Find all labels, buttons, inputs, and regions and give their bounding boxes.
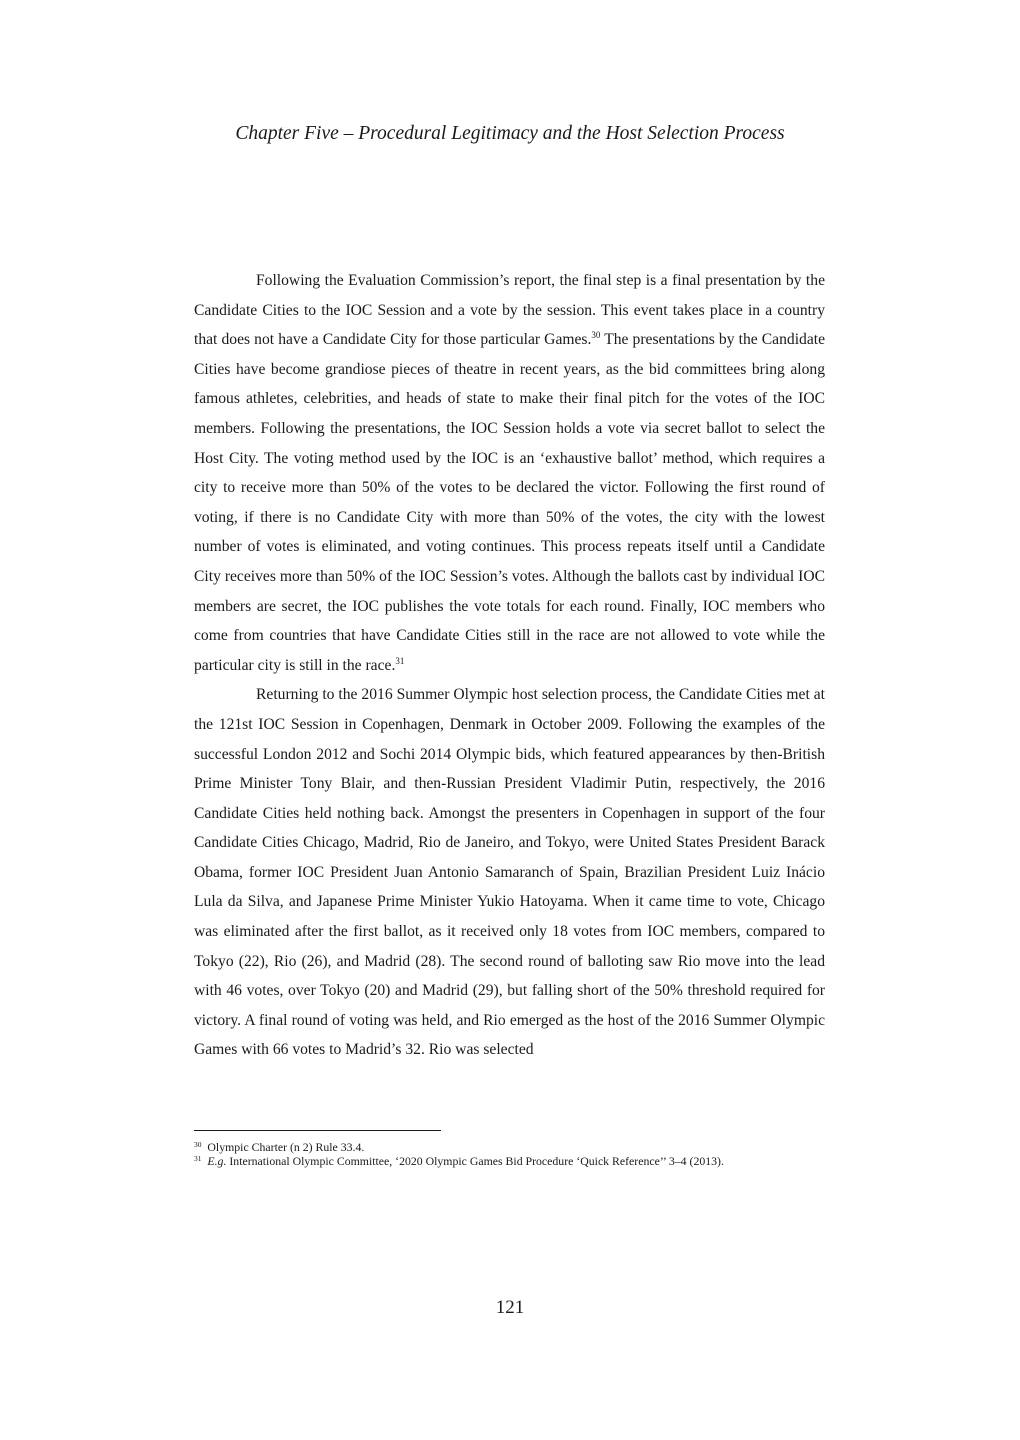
paragraph-2: Returning to the 2016 Summer Olympic host selection process, the Candidate Cities met at the 121st IOC Session in Copenhagen, Denmark in October 2009. Following the examples of the successful London 2012 and Sochi 2014 Olympic bids, which featured appearances by then-British Prime Minister Tony Blair, and then-Russian President Vladimir Putin, respectively, the 2016 Candidate Cities held nothing back. Amongst the presenters in Copenhagen in support of the four Candidate Cities Chicago, Madrid, Rio de Janeiro, and Tokyo, were United States President Barack Obama, former IOC President Juan Antonio Samaranch of Spain, Brazilian President Luiz Inácio Lula da Silva, and Japanese Prime Minister Yukio Hatoyama. When it came time to vote, Chicago was eliminated after the first ballot, as it received only 18 votes from IOC members, compared to Tokyo (22), Rio (26), and Madrid (28). The second round of balloting saw Rio move into the lead with 46 votes, over Tokyo (20) and Madrid (29), but falling short of the 50% threshold required for victory. A final round of voting was held, and Rio emerged as the host of the 2016 Summer Olympic Games with 66 votes to Madrid’s 32. Rio was selected xyxy=(194,686,825,1059)
paragraph-1-part-b: The presentations by the Candidate Cities have become grandiose pieces of theatre in recent years, as the bid committees bring along famous athletes, celebrities, and heads of state to make their final pitch for the votes of the IOC members. Following the presentations, the IOC Session holds a vote via secret ballot to select the Host City. The voting method used by the IOC is an ‘exhaustive ballot’ method, which requires a city to receive more than 50% of the votes to be declared the victor. Following the first round of voting, if there is no Candidate City with more than 50% of the votes, the city with the lowest number of votes is eliminated, and voting continues. This process repeats itself until a Candidate City receives more than 50% of the IOC Session’s votes. Although the ballots cast by individual IOC members are secret, the IOC publishes the vote totals for each round. Finally, IOC members who come from countries that have Candidate Cities still in the race are not allowed to vote while the particular city is still in the race. xyxy=(194,331,825,674)
footnote-ref-30[interactable]: 30 xyxy=(591,330,601,341)
footnote-lead-italic: E.g. xyxy=(207,1154,227,1168)
footnote-text: International Olympic Committee, ‘2020 Olympic Games Bid Procedure ‘Quick Reference’’ 3–4 (2013). xyxy=(226,1154,724,1168)
footnote-divider xyxy=(194,1130,441,1131)
footnote-number: 30 xyxy=(194,1140,202,1149)
footnote-ref-31[interactable]: 31 xyxy=(395,655,405,666)
page-number: 121 xyxy=(495,1297,525,1318)
body-text xyxy=(194,266,825,1065)
footnote-30 xyxy=(194,1140,825,1154)
paragraph-1 xyxy=(194,266,825,680)
running-header: Chapter Five – Procedural Legitimacy and the Host Selection Process xyxy=(235,123,785,144)
footnote-31 xyxy=(194,1154,825,1168)
footnotes xyxy=(194,1140,825,1168)
footnote-text: Olympic Charter (n 2) Rule 33.4. xyxy=(207,1140,365,1154)
paragraph-1-part-a: Following the Evaluation Commission’s report, the final step is a final presentation by the Candidate Cities to the IOC Session and a vote by the session. This event takes place in a country that does not have a Candidate City for those particular Games. xyxy=(194,272,825,349)
footnote-number: 31 xyxy=(194,1154,202,1163)
